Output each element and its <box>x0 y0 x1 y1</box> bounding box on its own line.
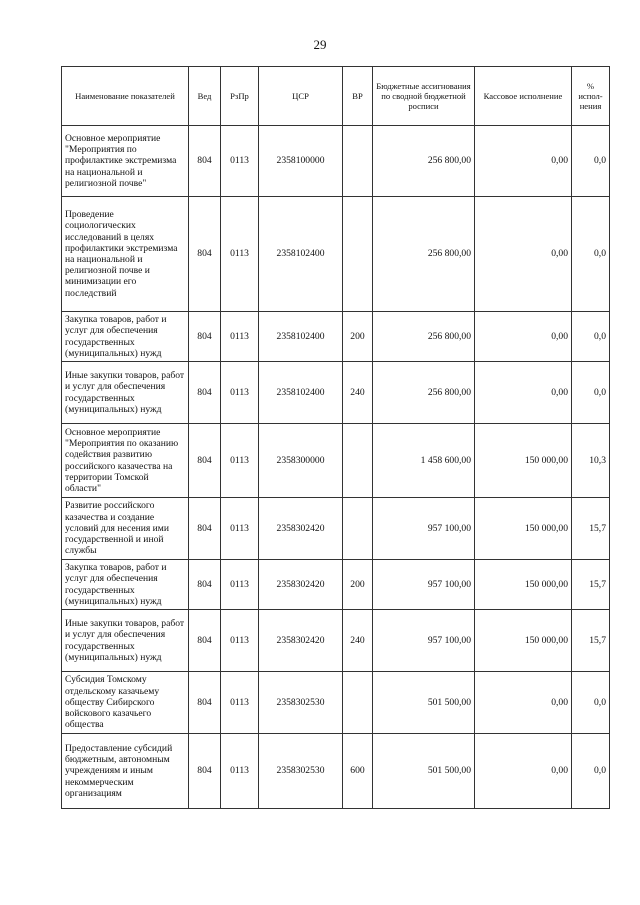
row-budget: 957 100,00 <box>373 498 475 560</box>
row-budget: 501 500,00 <box>373 672 475 734</box>
header-rzpr: РзПр <box>221 67 259 126</box>
row-vr <box>343 672 373 734</box>
table-row <box>62 126 610 197</box>
row-cash: 0,00 <box>475 672 572 734</box>
row-cash: 0,00 <box>475 126 572 197</box>
header-cash: Кассовое исполнение <box>475 67 572 126</box>
row-name: Основное мероприятие "Мероприятия по оказанию содействия развитию российского казачества на территории Томской области" <box>62 424 189 498</box>
row-budget: 501 500,00 <box>373 734 475 809</box>
row-vr: 600 <box>343 734 373 809</box>
table-row <box>62 734 610 809</box>
row-cash: 0,00 <box>475 734 572 809</box>
row-name: Проведение социологических исследований в целях профилактики экстремизма на национальной и религиозной почве и минимизации его последствий <box>62 197 189 312</box>
header-ved: Вед <box>189 67 221 126</box>
table-row <box>62 672 610 734</box>
row-name: Основное мероприятие "Мероприятия по профилактике экстремизма на национальной и религиозной почве" <box>62 126 189 197</box>
budget-table <box>61 66 610 809</box>
row-vr <box>343 498 373 560</box>
row-rzpr: 0113 <box>221 197 259 312</box>
row-ved: 804 <box>189 610 221 672</box>
row-percent: 0,0 <box>572 126 610 197</box>
row-ved: 804 <box>189 498 221 560</box>
row-ved: 804 <box>189 126 221 197</box>
row-ved: 804 <box>189 312 221 362</box>
row-ved: 804 <box>189 424 221 498</box>
row-vr: 200 <box>343 560 373 610</box>
row-rzpr: 0113 <box>221 610 259 672</box>
row-percent: 0,0 <box>572 734 610 809</box>
table-row <box>62 197 610 312</box>
row-ved: 804 <box>189 672 221 734</box>
table-row <box>62 424 610 498</box>
row-ved: 804 <box>189 560 221 610</box>
row-percent: 0,0 <box>572 362 610 424</box>
row-name: Предоставление субсидий бюджетным, автономным учреждениям и иным некоммерческим организациям <box>62 734 189 809</box>
row-csr: 2358100000 <box>259 126 343 197</box>
row-rzpr: 0113 <box>221 126 259 197</box>
row-vr: 240 <box>343 610 373 672</box>
row-csr: 2358302420 <box>259 498 343 560</box>
row-ved: 804 <box>189 362 221 424</box>
row-cash: 150 000,00 <box>475 498 572 560</box>
row-csr: 2358302530 <box>259 734 343 809</box>
row-cash: 0,00 <box>475 197 572 312</box>
row-rzpr: 0113 <box>221 312 259 362</box>
row-name: Субсидия Томскому отдельскому казачьему обществу Сибирского войскового казачьего общества <box>62 672 189 734</box>
row-cash: 150 000,00 <box>475 424 572 498</box>
row-name: Иные закупки товаров, работ и услуг для обеспечения государственных (муниципальных) нужд <box>62 362 189 424</box>
header-name: Наименование показателей <box>62 67 189 126</box>
row-budget: 957 100,00 <box>373 610 475 672</box>
row-rzpr: 0113 <box>221 672 259 734</box>
row-percent: 15,7 <box>572 498 610 560</box>
row-cash: 150 000,00 <box>475 560 572 610</box>
row-vr <box>343 424 373 498</box>
row-percent: 15,7 <box>572 610 610 672</box>
row-percent: 0,0 <box>572 672 610 734</box>
row-name: Закупка товаров, работ и услуг для обеспечения государственных (муниципальных) нужд <box>62 312 189 362</box>
row-csr: 2358302420 <box>259 610 343 672</box>
row-vr <box>343 197 373 312</box>
row-csr: 2358102400 <box>259 197 343 312</box>
row-percent: 15,7 <box>572 560 610 610</box>
table-header-row <box>62 67 610 126</box>
header-csr: ЦСР <box>259 67 343 126</box>
row-csr: 2358300000 <box>259 424 343 498</box>
table-row <box>62 498 610 560</box>
row-cash: 0,00 <box>475 312 572 362</box>
table-row <box>62 312 610 362</box>
row-csr: 2358102400 <box>259 312 343 362</box>
row-csr: 2358302530 <box>259 672 343 734</box>
row-name: Развитие российского казачества и создание условий для несения ими государственной и иной службы <box>62 498 189 560</box>
row-vr <box>343 126 373 197</box>
row-budget: 256 800,00 <box>373 126 475 197</box>
row-cash: 0,00 <box>475 362 572 424</box>
header-percent: % испол-нения <box>572 67 610 126</box>
row-budget: 256 800,00 <box>373 362 475 424</box>
row-cash: 150 000,00 <box>475 610 572 672</box>
row-name: Иные закупки товаров, работ и услуг для обеспечения государственных (муниципальных) нужд <box>62 610 189 672</box>
row-rzpr: 0113 <box>221 362 259 424</box>
row-percent: 0,0 <box>572 312 610 362</box>
table-row <box>62 610 610 672</box>
page-number: 29 <box>313 37 327 52</box>
row-budget: 256 800,00 <box>373 197 475 312</box>
row-budget: 1 458 600,00 <box>373 424 475 498</box>
row-rzpr: 0113 <box>221 498 259 560</box>
header-budget: Бюджетные ассигнования по сводной бюджетной росписи <box>373 67 475 126</box>
row-rzpr: 0113 <box>221 734 259 809</box>
row-csr: 2358302420 <box>259 560 343 610</box>
row-percent: 10,3 <box>572 424 610 498</box>
row-budget: 957 100,00 <box>373 560 475 610</box>
row-rzpr: 0113 <box>221 560 259 610</box>
row-ved: 804 <box>189 734 221 809</box>
header-vr: ВР <box>343 67 373 126</box>
row-rzpr: 0113 <box>221 424 259 498</box>
row-ved: 804 <box>189 197 221 312</box>
row-budget: 256 800,00 <box>373 312 475 362</box>
table-row <box>62 362 610 424</box>
row-vr: 240 <box>343 362 373 424</box>
table-row <box>62 560 610 610</box>
row-name: Закупка товаров, работ и услуг для обеспечения государственных (муниципальных) нужд <box>62 560 189 610</box>
row-csr: 2358102400 <box>259 362 343 424</box>
row-percent: 0,0 <box>572 197 610 312</box>
row-vr: 200 <box>343 312 373 362</box>
